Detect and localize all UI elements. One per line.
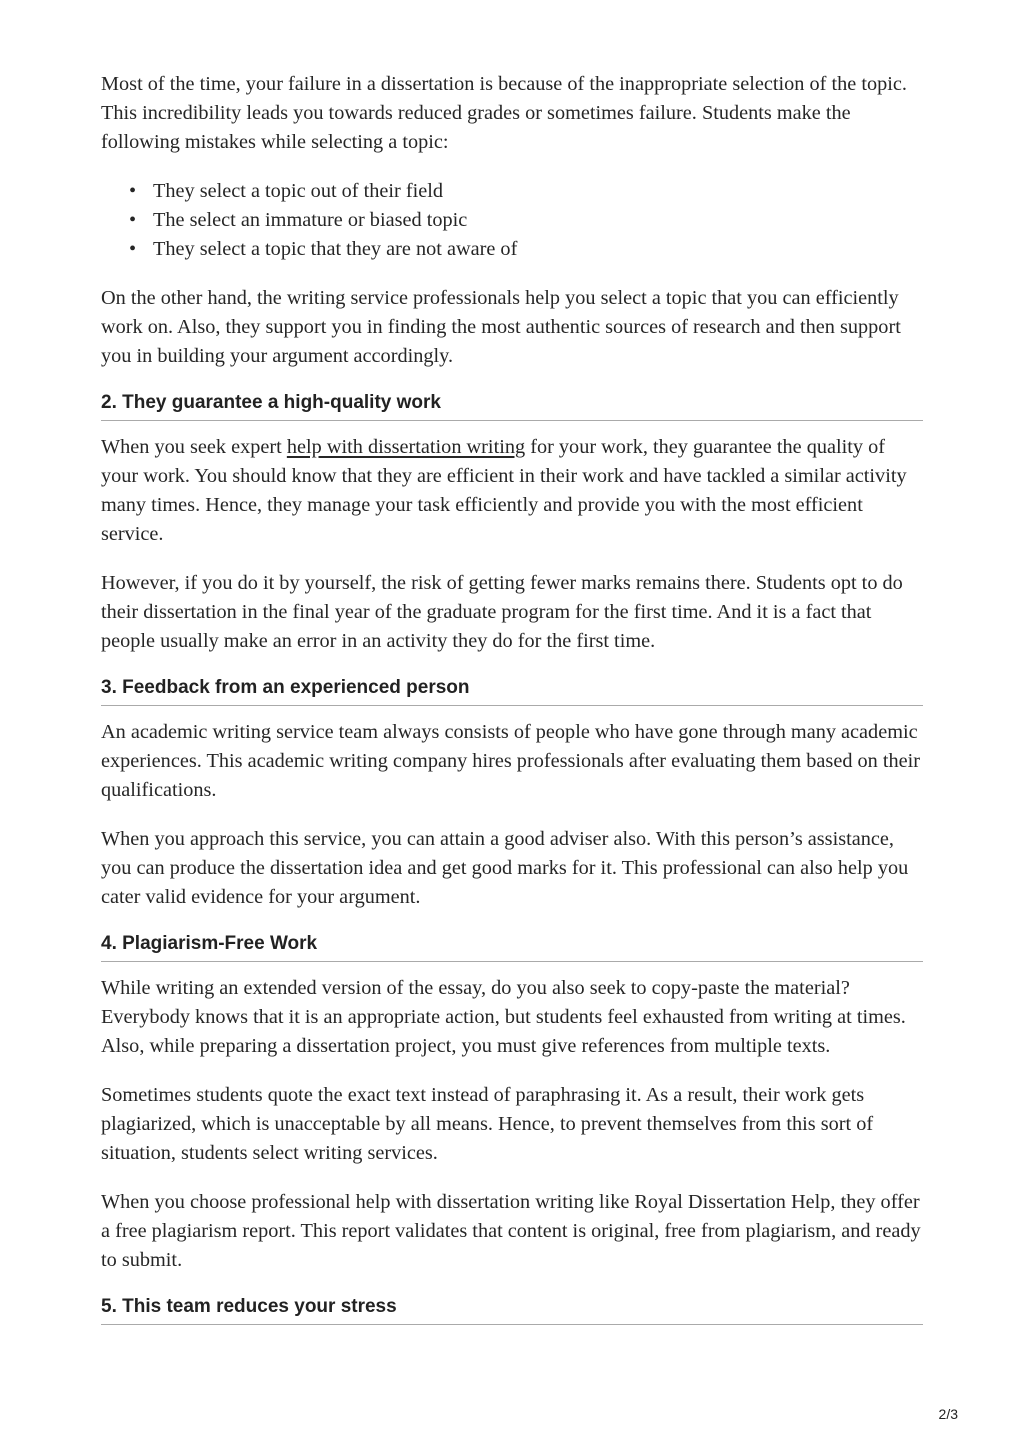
bullet-icon: • (129, 238, 137, 260)
section-2-paragraph-2: However, if you do it by yourself, the risk of getting fewer marks remains there. Students opt to do their dissertation in the final year of the graduate program for the first time. And it is a fact that people usually make an error in an activity they do for the first time. (101, 572, 903, 652)
list-item: • They select a topic out of their field (153, 177, 923, 206)
section-heading-2: 2. They guarantee a high-quality work (101, 391, 923, 421)
section-heading-4: 4. Plagiarism-Free Work (101, 932, 923, 962)
dissertation-writing-help-link[interactable]: help with dissertation writing (286, 436, 526, 458)
bullet-icon: • (129, 209, 137, 231)
section-3-paragraph-2: When you approach this service, you can attain a good adviser also. With this person’s assistance, you can produce the dissertation idea and get good marks for it. This professional can also help you cater valid evidence for your argument. (101, 828, 909, 908)
topic-mistakes-list (101, 177, 923, 264)
section-heading-3: 3. Feedback from an experienced person (101, 676, 923, 706)
document-page (101, 70, 923, 1337)
section-3-paragraph-1: An academic writing service team always consists of people who have gone through many academic experiences. This academic writing company hires professionals after evaluating them based on their qualifications. (101, 721, 921, 801)
intro-paragraph-2: On the other hand, the writing service professionals help you select a topic that you can efficiently work on. Also, they support you in finding the most authentic sources of research and then support you in building your argument accordingly. (101, 287, 901, 367)
list-item: • They select a topic that they are not aware of (153, 235, 923, 264)
page-number: 2/3 (938, 1406, 958, 1422)
list-item: • The select an immature or biased topic (153, 206, 923, 235)
section-4-paragraph-1: While writing an extended version of the essay, do you also seek to copy-paste the material? Everybody knows that it is an appropriate action, but students feel exhausted from writing at times. Also, while preparing a dissertation project, you must give references from multiple texts. (101, 977, 906, 1057)
bullet-icon: • (129, 180, 137, 202)
section-4-paragraph-2: Sometimes students quote the exact text instead of paraphrasing it. As a result, their work gets plagiarized, which is unacceptable by all means. Hence, to prevent themselves from this sort of situation, students select writing services. (101, 1084, 874, 1164)
section-4-paragraph-3: When you choose professional help with dissertation writing like Royal Dissertation Help, they offer a free plagiarism report. This report validates that content is original, free from plagiarism, and ready to submit. (101, 1191, 921, 1271)
section-heading-5: 5. This team reduces your stress (101, 1295, 923, 1325)
intro-paragraph-1: Most of the time, your failure in a dissertation is because of the inappropriate selection of the topic. This incredibility leads you towards reduced grades or sometimes failure. Students make the following mistakes while selecting a topic: (101, 73, 907, 153)
section-2-paragraph-1: When you seek expert help with dissertation writing for your work, they guarantee the quality of your work. You should know that they are efficient in their work and have tackled a similar activity many times. Hence, they manage your task efficiently and provide you with the most efficient service. (101, 436, 907, 545)
